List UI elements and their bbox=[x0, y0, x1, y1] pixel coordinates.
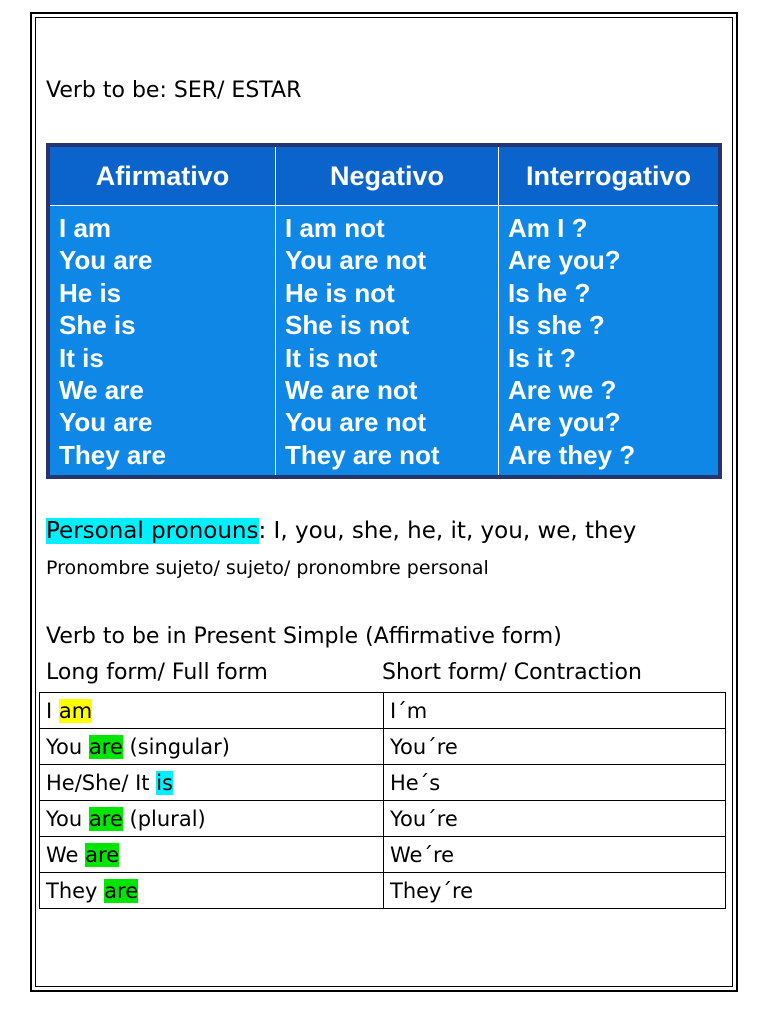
table-row bbox=[40, 873, 726, 909]
subject-text: We bbox=[46, 842, 86, 867]
table-cell: Are you? bbox=[508, 407, 621, 438]
verb-conjugation-table bbox=[46, 143, 722, 479]
page-title: Verb to be: SER/ ESTAR bbox=[46, 78, 302, 103]
short-form-cell: They´re bbox=[384, 873, 726, 909]
column-header: Interrogativo bbox=[499, 147, 718, 206]
long-form-cell bbox=[40, 837, 384, 873]
short-form-cell: We´re bbox=[384, 837, 726, 873]
verb-highlight: are bbox=[88, 734, 123, 759]
table-cell: He is bbox=[59, 277, 122, 308]
long-form-header: Long form/ Full form bbox=[46, 660, 268, 685]
column-afirmativo bbox=[50, 147, 276, 475]
table-cell: He is not bbox=[285, 277, 395, 308]
long-form-cell bbox=[40, 801, 384, 837]
column-header: Negativo bbox=[276, 147, 498, 206]
table-cell: Is she ? bbox=[508, 310, 605, 341]
table-cell: We are not bbox=[285, 375, 418, 406]
table-row bbox=[40, 729, 726, 765]
table-cell: You are bbox=[59, 245, 153, 276]
table-row bbox=[40, 837, 726, 873]
subject-text: You bbox=[46, 806, 89, 831]
short-form-cell: You´re bbox=[384, 729, 726, 765]
subject-text: You bbox=[46, 734, 89, 759]
table-cell: They are not bbox=[285, 439, 440, 470]
pronouns-list: : I, you, she, he, it, you, we, they bbox=[258, 518, 637, 544]
table-cell: They are bbox=[59, 439, 166, 470]
table-cell: Are we ? bbox=[508, 375, 617, 406]
forms-table bbox=[39, 692, 726, 909]
table-cell: You are bbox=[59, 407, 153, 438]
table-cell: Are they ? bbox=[508, 439, 636, 470]
verb-highlight: am bbox=[58, 698, 93, 723]
table-cell: Is he ? bbox=[508, 277, 591, 308]
column-header: Afirmativo bbox=[50, 147, 275, 206]
table-cell: It is not bbox=[285, 342, 378, 373]
verb-highlight: are bbox=[85, 842, 120, 867]
subject-text: He/She/ It bbox=[46, 770, 157, 795]
present-simple-title: Verb to be in Present Simple (Affirmative form) bbox=[46, 624, 562, 649]
pronouns-label: Personal pronouns bbox=[46, 518, 259, 544]
table-cell: It is bbox=[59, 342, 104, 373]
note-text: (singular) bbox=[122, 734, 230, 759]
table-cell: She is not bbox=[285, 310, 410, 341]
short-form-cell: You´re bbox=[384, 801, 726, 837]
table-cell: We are bbox=[59, 375, 144, 406]
verb-highlight: are bbox=[104, 878, 139, 903]
table-cell: Am I ? bbox=[508, 213, 588, 243]
table-row bbox=[40, 801, 726, 837]
short-form-header: Short form/ Contraction bbox=[382, 660, 642, 685]
short-form-cell: I´m bbox=[384, 693, 726, 729]
long-form-cell bbox=[40, 873, 384, 909]
short-form-cell: He´s bbox=[384, 765, 726, 801]
verb-highlight: are bbox=[88, 806, 123, 831]
verb-highlight: is bbox=[156, 770, 173, 795]
note-text: (plural) bbox=[122, 806, 206, 831]
pronouns-subtitle: Pronombre sujeto/ sujeto/ pronombre personal bbox=[46, 557, 489, 579]
column-interrogativo bbox=[499, 147, 718, 475]
table-row bbox=[40, 765, 726, 801]
table-cell: Is it ? bbox=[508, 342, 576, 373]
column-negativo bbox=[276, 147, 499, 475]
subject-text: They bbox=[46, 878, 105, 903]
long-form-cell bbox=[40, 729, 384, 765]
long-form-cell bbox=[40, 693, 384, 729]
table-cell: I am bbox=[59, 213, 112, 243]
table-row bbox=[40, 693, 726, 729]
subject-text: I bbox=[46, 698, 59, 723]
table-cell: She is bbox=[59, 310, 136, 341]
personal-pronouns-line bbox=[46, 518, 636, 544]
long-form-cell bbox=[40, 765, 384, 801]
table-cell: You are not bbox=[285, 407, 427, 438]
table-cell: I am not bbox=[285, 213, 385, 243]
table-cell: Are you? bbox=[508, 245, 621, 276]
table-cell: You are not bbox=[285, 245, 427, 276]
